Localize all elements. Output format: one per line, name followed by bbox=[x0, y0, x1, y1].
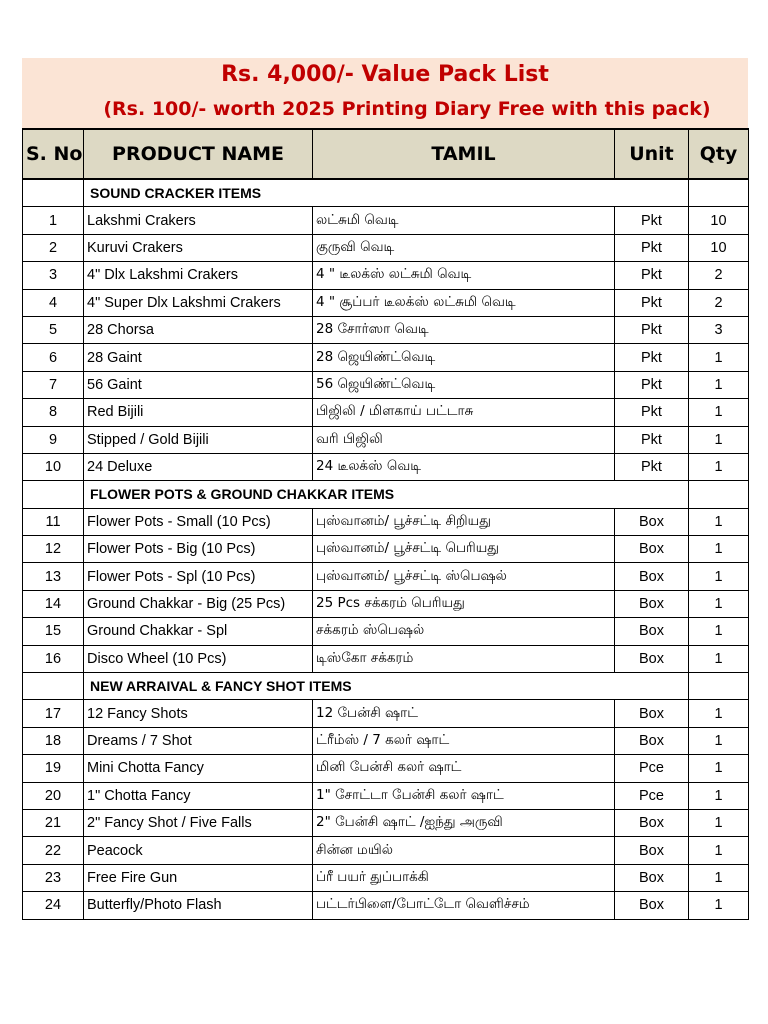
header-product-name: PRODUCT NAME bbox=[84, 129, 313, 179]
cell-qty: 1 bbox=[689, 399, 749, 426]
section-label: SOUND CRACKER ITEMS bbox=[84, 179, 689, 207]
cell-tamil-name: பட்டர்பிளை/போட்டோ வெளிச்சம் bbox=[313, 892, 615, 919]
table-row bbox=[23, 645, 749, 672]
cell-sno: 12 bbox=[23, 536, 84, 563]
cell-sno: 8 bbox=[23, 399, 84, 426]
cell-unit: Box bbox=[615, 645, 689, 672]
cell-unit: Box bbox=[615, 618, 689, 645]
cell-tamil-name: புஸ்வானம்/ பூச்சட்டி சிறியது bbox=[313, 508, 615, 535]
cell-tamil-name: 2" பேன்சி ஷாட் /ஐந்து அருவி bbox=[313, 809, 615, 836]
cell-sno: 20 bbox=[23, 782, 84, 809]
cell-qty: 2 bbox=[689, 262, 749, 289]
cell-qty: 1 bbox=[689, 755, 749, 782]
cell-product-name: Ground Chakkar - Big (25 Pcs) bbox=[84, 590, 313, 617]
cell-tamil-name: 28 ஜெயிண்ட்வெடி bbox=[313, 344, 615, 371]
cell-unit: Pkt bbox=[615, 262, 689, 289]
cell-sno: 9 bbox=[23, 426, 84, 453]
cell-product-name: Butterfly/Photo Flash bbox=[84, 892, 313, 919]
cell-qty: 1 bbox=[689, 700, 749, 727]
cell-qty: 1 bbox=[689, 618, 749, 645]
cell-tamil-name: டிஸ்கோ சக்கரம் bbox=[313, 645, 615, 672]
cell-sno: 15 bbox=[23, 618, 84, 645]
cell-unit: Pkt bbox=[615, 426, 689, 453]
cell-qty: 1 bbox=[689, 837, 749, 864]
cell-tamil-name: புஸ்வானம்/ பூச்சட்டி ஸ்பெஷல் bbox=[313, 563, 615, 590]
cell-product-name: 1" Chotta Fancy bbox=[84, 782, 313, 809]
cell-sno: 18 bbox=[23, 727, 84, 754]
cell-product-name: Flower Pots - Spl (10 Pcs) bbox=[84, 563, 313, 590]
cell-tamil-name: புஸ்வானம்/ பூச்சட்டி பெரியது bbox=[313, 536, 615, 563]
cell-tamil-name: ப்ரீ பயர் துப்பாக்கி bbox=[313, 864, 615, 891]
cell-product-name: Disco Wheel (10 Pcs) bbox=[84, 645, 313, 672]
cell-sno: 7 bbox=[23, 371, 84, 398]
header-sno: S. No bbox=[23, 129, 84, 179]
cell-unit: Box bbox=[615, 809, 689, 836]
cell-tamil-name: லட்சுமி வெடி bbox=[313, 207, 615, 234]
cell-qty: 1 bbox=[689, 645, 749, 672]
cell-product-name: Dreams / 7 Shot bbox=[84, 727, 313, 754]
cell-unit: Pkt bbox=[615, 399, 689, 426]
cell-tamil-name: மினி பேன்சி கலர் ஷாட் bbox=[313, 755, 615, 782]
table-row bbox=[23, 755, 749, 782]
cell-tamil-name: 56 ஜெயிண்ட்வெடி bbox=[313, 371, 615, 398]
cell-unit: Pkt bbox=[615, 316, 689, 343]
cell-sno: 22 bbox=[23, 837, 84, 864]
section-blank-cell bbox=[689, 179, 749, 207]
section-header-row bbox=[23, 481, 749, 508]
cell-unit: Box bbox=[615, 837, 689, 864]
cell-tamil-name: 28 சோர்ஸா வெடி bbox=[313, 316, 615, 343]
cell-product-name: 56 Gaint bbox=[84, 371, 313, 398]
price-list-sheet bbox=[22, 58, 748, 920]
table-row bbox=[23, 837, 749, 864]
cell-unit: Box bbox=[615, 864, 689, 891]
cell-unit: Pkt bbox=[615, 344, 689, 371]
cell-qty: 1 bbox=[689, 453, 749, 480]
page-subtitle: (Rs. 100/- worth 2025 Printing Diary Free with this pack) bbox=[103, 98, 711, 120]
cell-sno: 16 bbox=[23, 645, 84, 672]
page-title: Rs. 4,000/- Value Pack List bbox=[221, 62, 549, 87]
cell-product-name: Free Fire Gun bbox=[84, 864, 313, 891]
cell-tamil-name: சக்கரம் ஸ்பெஷல் bbox=[313, 618, 615, 645]
table-row bbox=[23, 234, 749, 261]
cell-unit: Pce bbox=[615, 782, 689, 809]
cell-tamil-name: 24 டீலக்ஸ் வெடி bbox=[313, 453, 615, 480]
product-table bbox=[22, 128, 749, 920]
cell-product-name: 12 Fancy Shots bbox=[84, 700, 313, 727]
cell-sno: 14 bbox=[23, 590, 84, 617]
table-row bbox=[23, 426, 749, 453]
cell-product-name: 4" Dlx Lakshmi Crakers bbox=[84, 262, 313, 289]
table-row bbox=[23, 207, 749, 234]
cell-tamil-name: வரி பிஜிலி bbox=[313, 426, 615, 453]
cell-qty: 1 bbox=[689, 426, 749, 453]
cell-tamil-name: 25 Pcs சக்கரம் பெரியது bbox=[313, 590, 615, 617]
table-row bbox=[23, 536, 749, 563]
cell-tamil-name: சின்ன மயில் bbox=[313, 837, 615, 864]
table-row bbox=[23, 371, 749, 398]
cell-qty: 10 bbox=[689, 234, 749, 261]
table-row bbox=[23, 618, 749, 645]
section-header-row bbox=[23, 673, 749, 700]
cell-qty: 1 bbox=[689, 590, 749, 617]
cell-product-name: 4" Super Dlx Lakshmi Crakers bbox=[84, 289, 313, 316]
table-body bbox=[23, 179, 749, 919]
cell-tamil-name: 4 " சூப்பர் டீலக்ஸ் லட்சுமி வெடி bbox=[313, 289, 615, 316]
table-row bbox=[23, 508, 749, 535]
cell-qty: 10 bbox=[689, 207, 749, 234]
cell-product-name: Flower Pots - Small (10 Pcs) bbox=[84, 508, 313, 535]
section-header-row bbox=[23, 179, 749, 207]
cell-qty: 1 bbox=[689, 344, 749, 371]
cell-tamil-name: பிஜிலி / மிளகாய் பட்டாசு bbox=[313, 399, 615, 426]
section-blank-cell bbox=[23, 179, 84, 207]
cell-product-name: Kuruvi Crakers bbox=[84, 234, 313, 261]
cell-sno: 2 bbox=[23, 234, 84, 261]
table-row bbox=[23, 727, 749, 754]
cell-qty: 1 bbox=[689, 727, 749, 754]
table-row bbox=[23, 782, 749, 809]
cell-sno: 21 bbox=[23, 809, 84, 836]
section-label: NEW ARRAIVAL & FANCY SHOT ITEMS bbox=[84, 673, 689, 700]
cell-sno: 3 bbox=[23, 262, 84, 289]
cell-unit: Pkt bbox=[615, 207, 689, 234]
section-blank-cell bbox=[23, 481, 84, 508]
cell-sno: 11 bbox=[23, 508, 84, 535]
cell-product-name: 2" Fancy Shot / Five Falls bbox=[84, 809, 313, 836]
table-row bbox=[23, 563, 749, 590]
cell-qty: 2 bbox=[689, 289, 749, 316]
cell-unit: Box bbox=[615, 727, 689, 754]
header-tamil: TAMIL bbox=[313, 129, 615, 179]
cell-qty: 1 bbox=[689, 809, 749, 836]
cell-qty: 3 bbox=[689, 316, 749, 343]
table-row bbox=[23, 700, 749, 727]
cell-sno: 17 bbox=[23, 700, 84, 727]
cell-sno: 1 bbox=[23, 207, 84, 234]
cell-qty: 1 bbox=[689, 563, 749, 590]
cell-unit: Box bbox=[615, 700, 689, 727]
header-qty: Qty bbox=[689, 129, 749, 179]
table-row bbox=[23, 316, 749, 343]
cell-tamil-name: குருவி வெடி bbox=[313, 234, 615, 261]
cell-unit: Pkt bbox=[615, 453, 689, 480]
cell-qty: 1 bbox=[689, 371, 749, 398]
header-unit: Unit bbox=[615, 129, 689, 179]
cell-qty: 1 bbox=[689, 782, 749, 809]
table-row bbox=[23, 399, 749, 426]
cell-product-name: Red Bijili bbox=[84, 399, 313, 426]
cell-product-name: Stipped / Gold Bijili bbox=[84, 426, 313, 453]
cell-unit: Box bbox=[615, 892, 689, 919]
cell-sno: 19 bbox=[23, 755, 84, 782]
section-label: FLOWER POTS & GROUND CHAKKAR ITEMS bbox=[84, 481, 689, 508]
title-banner bbox=[22, 58, 748, 128]
cell-tamil-name: 12 பேன்சி ஷாட் bbox=[313, 700, 615, 727]
cell-product-name: 24 Deluxe bbox=[84, 453, 313, 480]
cell-product-name: 28 Chorsa bbox=[84, 316, 313, 343]
cell-qty: 1 bbox=[689, 864, 749, 891]
cell-qty: 1 bbox=[689, 508, 749, 535]
cell-product-name: Lakshmi Crakers bbox=[84, 207, 313, 234]
table-row bbox=[23, 344, 749, 371]
table-row bbox=[23, 262, 749, 289]
table-row bbox=[23, 590, 749, 617]
cell-sno: 6 bbox=[23, 344, 84, 371]
cell-sno: 13 bbox=[23, 563, 84, 590]
table-row bbox=[23, 809, 749, 836]
cell-qty: 1 bbox=[689, 892, 749, 919]
cell-tamil-name: 4 " டீலக்ஸ் லட்சுமி வெடி bbox=[313, 262, 615, 289]
cell-unit: Pce bbox=[615, 755, 689, 782]
cell-sno: 10 bbox=[23, 453, 84, 480]
section-blank-cell bbox=[689, 673, 749, 700]
cell-unit: Box bbox=[615, 590, 689, 617]
cell-sno: 5 bbox=[23, 316, 84, 343]
cell-unit: Pkt bbox=[615, 371, 689, 398]
table-row bbox=[23, 289, 749, 316]
cell-product-name: 28 Gaint bbox=[84, 344, 313, 371]
cell-product-name: Peacock bbox=[84, 837, 313, 864]
cell-product-name: Mini Chotta Fancy bbox=[84, 755, 313, 782]
cell-unit: Box bbox=[615, 563, 689, 590]
cell-unit: Pkt bbox=[615, 289, 689, 316]
table-row bbox=[23, 892, 749, 919]
table-row bbox=[23, 453, 749, 480]
cell-sno: 23 bbox=[23, 864, 84, 891]
cell-sno: 4 bbox=[23, 289, 84, 316]
table-header-row bbox=[23, 129, 749, 179]
cell-sno: 24 bbox=[23, 892, 84, 919]
section-blank-cell bbox=[23, 673, 84, 700]
cell-tamil-name: 1" சோட்டா பேன்சி கலர் ஷாட் bbox=[313, 782, 615, 809]
cell-tamil-name: ட்ரீம்ஸ் / 7 கலர் ஷாட் bbox=[313, 727, 615, 754]
cell-unit: Box bbox=[615, 508, 689, 535]
cell-unit: Box bbox=[615, 536, 689, 563]
section-blank-cell bbox=[689, 481, 749, 508]
cell-qty: 1 bbox=[689, 536, 749, 563]
cell-product-name: Ground Chakkar - Spl bbox=[84, 618, 313, 645]
table-row bbox=[23, 864, 749, 891]
cell-unit: Pkt bbox=[615, 234, 689, 261]
cell-product-name: Flower Pots - Big (10 Pcs) bbox=[84, 536, 313, 563]
